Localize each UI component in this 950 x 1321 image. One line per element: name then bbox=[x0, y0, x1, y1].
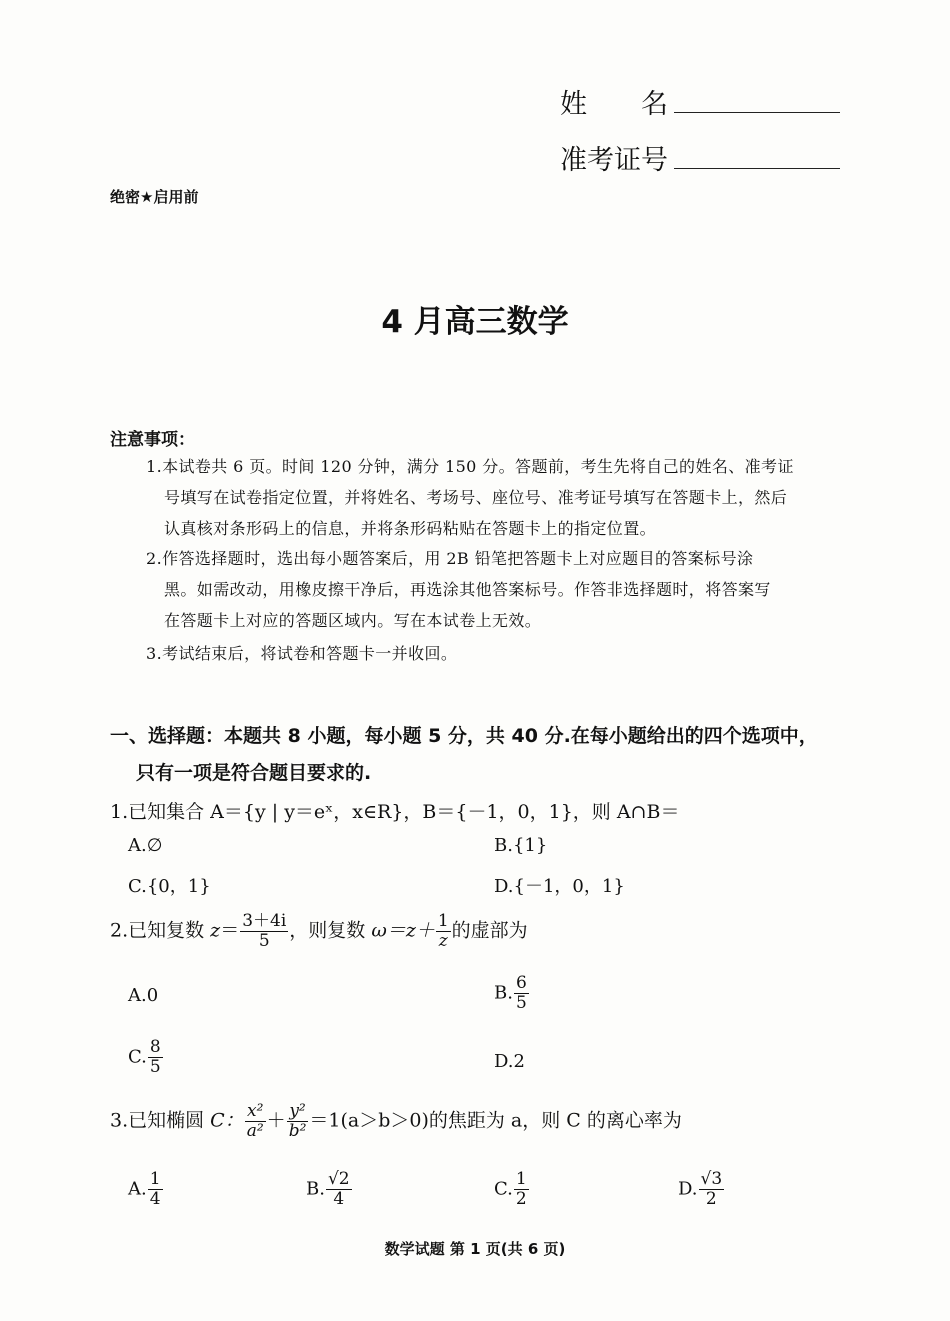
q2-option-b bbox=[494, 974, 530, 1013]
question-2-stem bbox=[110, 912, 528, 951]
q3-option-d-frac bbox=[699, 1170, 725, 1209]
note-item-1 bbox=[146, 451, 846, 544]
q3-fx-den: a² bbox=[246, 1121, 264, 1141]
q1-option-b: B.{1} bbox=[494, 835, 548, 856]
q3-fx-num: x² bbox=[245, 1102, 266, 1122]
q3-fraction-y bbox=[287, 1102, 309, 1141]
q3-option-a-den: 4 bbox=[149, 1189, 161, 1209]
q2-option-d: D.2 bbox=[494, 1051, 525, 1072]
section-1-header bbox=[110, 718, 850, 792]
q3-option-c bbox=[494, 1170, 530, 1209]
q2-frac1-num: 3＋4i bbox=[242, 911, 287, 931]
q3-option-d-num: √3 bbox=[700, 1169, 723, 1189]
q1-option-a: A.∅ bbox=[128, 835, 163, 856]
q3-option-c-frac bbox=[514, 1170, 529, 1209]
note-item-2 bbox=[146, 543, 846, 636]
q2-option-a: A.0 bbox=[128, 985, 159, 1006]
note-3-line-1: 3.考试结束后，将试卷和答题卡一并收回。 bbox=[146, 644, 458, 663]
q2-option-c-den: 5 bbox=[149, 1057, 161, 1077]
page-footer: 数学试题 第 1 页(共 6 页) bbox=[384, 1240, 566, 1258]
question-3-stem bbox=[110, 1102, 682, 1141]
question-1-stem: 1.已知集合 A＝{y | y＝eˣ，x∈R}，B＝{－1，0，1}，则 A∩B＝ bbox=[110, 801, 680, 823]
q2-option-c-label: C. bbox=[128, 1046, 147, 1068]
q3-option-c-label: C. bbox=[494, 1178, 513, 1200]
q1-option-d: D.{－1，0，1} bbox=[494, 876, 625, 897]
q3-prefix: 3.已知椭圆 bbox=[110, 1109, 211, 1132]
q3-option-a-label: A. bbox=[128, 1178, 147, 1200]
note-1-line-1: 1.本试卷共 6 页。时间 120 分钟，满分 150 分。答题前，考生先将自己的姓名、准考证 bbox=[146, 457, 794, 476]
name-field bbox=[560, 82, 840, 121]
q1-option-c: C.{0，1} bbox=[128, 876, 211, 897]
secret-mark: 绝密★启用前 bbox=[110, 188, 199, 206]
q3-fy-den: b² bbox=[288, 1121, 307, 1141]
q3-option-a-num: 1 bbox=[149, 1169, 161, 1189]
q2-fraction-1 bbox=[240, 912, 288, 951]
q2-z: z bbox=[210, 919, 221, 942]
q2-option-b-den: 5 bbox=[515, 993, 527, 1013]
q3-c: C： bbox=[210, 1109, 244, 1132]
section-1-line-2: 只有一项是符合题目要求的. bbox=[136, 762, 372, 784]
q3-option-b bbox=[306, 1170, 353, 1209]
q2-omega: ω＝z＋ bbox=[371, 919, 435, 942]
note-2-line-2: 黑。如需改动，用橡皮擦干净后，再选涂其他答案标号。作答非选择题时，将答案写 bbox=[164, 580, 771, 599]
q3-option-d-label: D. bbox=[678, 1178, 698, 1200]
q2-option-c-num: 8 bbox=[149, 1037, 161, 1057]
q2-option-c-frac bbox=[148, 1038, 163, 1077]
q3-option-a bbox=[128, 1170, 164, 1209]
q3-option-b-frac bbox=[326, 1170, 352, 1209]
note-item-3 bbox=[146, 638, 846, 669]
q2-suffix: 的虚部为 bbox=[451, 919, 528, 942]
q3-option-b-num: √2 bbox=[327, 1169, 350, 1189]
q2-middle: ，则复数 bbox=[289, 919, 372, 942]
q3-option-b-label: B. bbox=[306, 1178, 325, 1200]
q2-frac2-den: z bbox=[438, 931, 448, 951]
q3-suffix: ＝1(a＞b＞0)的焦距为 a，则 C 的离心率为 bbox=[309, 1109, 682, 1132]
note-2-line-3: 在答题卡上对应的答题区域内。写在本试卷上无效。 bbox=[164, 611, 542, 630]
q3-fraction-x bbox=[245, 1102, 266, 1141]
q2-option-b-num: 6 bbox=[515, 973, 527, 993]
note-2-line-1: 2.作答选择题时，选出每小题答案后，用 2B 铅笔把答题卡上对应题目的答案标号涂 bbox=[146, 549, 754, 568]
q2-frac1-den: 5 bbox=[258, 931, 270, 951]
q3-option-b-den: 4 bbox=[333, 1189, 345, 1209]
name-label: 姓 名 bbox=[560, 89, 668, 120]
id-field bbox=[560, 138, 840, 177]
q3-option-d-den: 2 bbox=[705, 1189, 717, 1209]
q3-option-a-frac bbox=[148, 1170, 163, 1209]
name-blank[interactable] bbox=[674, 90, 840, 113]
page-title: 4 月高三数学 bbox=[381, 304, 569, 340]
id-label: 准考证号 bbox=[560, 145, 668, 176]
q3-option-d bbox=[678, 1170, 725, 1209]
q3-option-c-num: 1 bbox=[515, 1169, 527, 1189]
q2-option-c bbox=[128, 1038, 164, 1077]
q2-frac2-num: 1 bbox=[437, 911, 449, 931]
note-1-line-3: 认真核对条形码上的信息，并将条形码粘贴在答题卡上的指定位置。 bbox=[164, 519, 657, 538]
q3-plus: ＋ bbox=[266, 1109, 286, 1132]
q2-option-b-frac bbox=[514, 974, 529, 1013]
q2-prefix: 2.已知复数 bbox=[110, 919, 211, 942]
section-1-line-1: 一、选择题：本题共 8 小题，每小题 5 分，共 40 分.在每小题给出的四个选项中， bbox=[110, 725, 818, 747]
id-blank[interactable] bbox=[674, 146, 840, 169]
note-1-line-2: 号填写在试卷指定位置，并将姓名、考场号、座位号、准考证号填写在答题卡上，然后 bbox=[164, 488, 788, 507]
notes-heading: 注意事项： bbox=[110, 430, 195, 450]
q2-option-b-label: B. bbox=[494, 982, 513, 1004]
q3-option-c-den: 2 bbox=[515, 1189, 527, 1209]
q3-fy-num: y² bbox=[287, 1102, 309, 1122]
q2-fraction-2 bbox=[436, 912, 451, 951]
q2-eq: ＝ bbox=[220, 919, 240, 942]
